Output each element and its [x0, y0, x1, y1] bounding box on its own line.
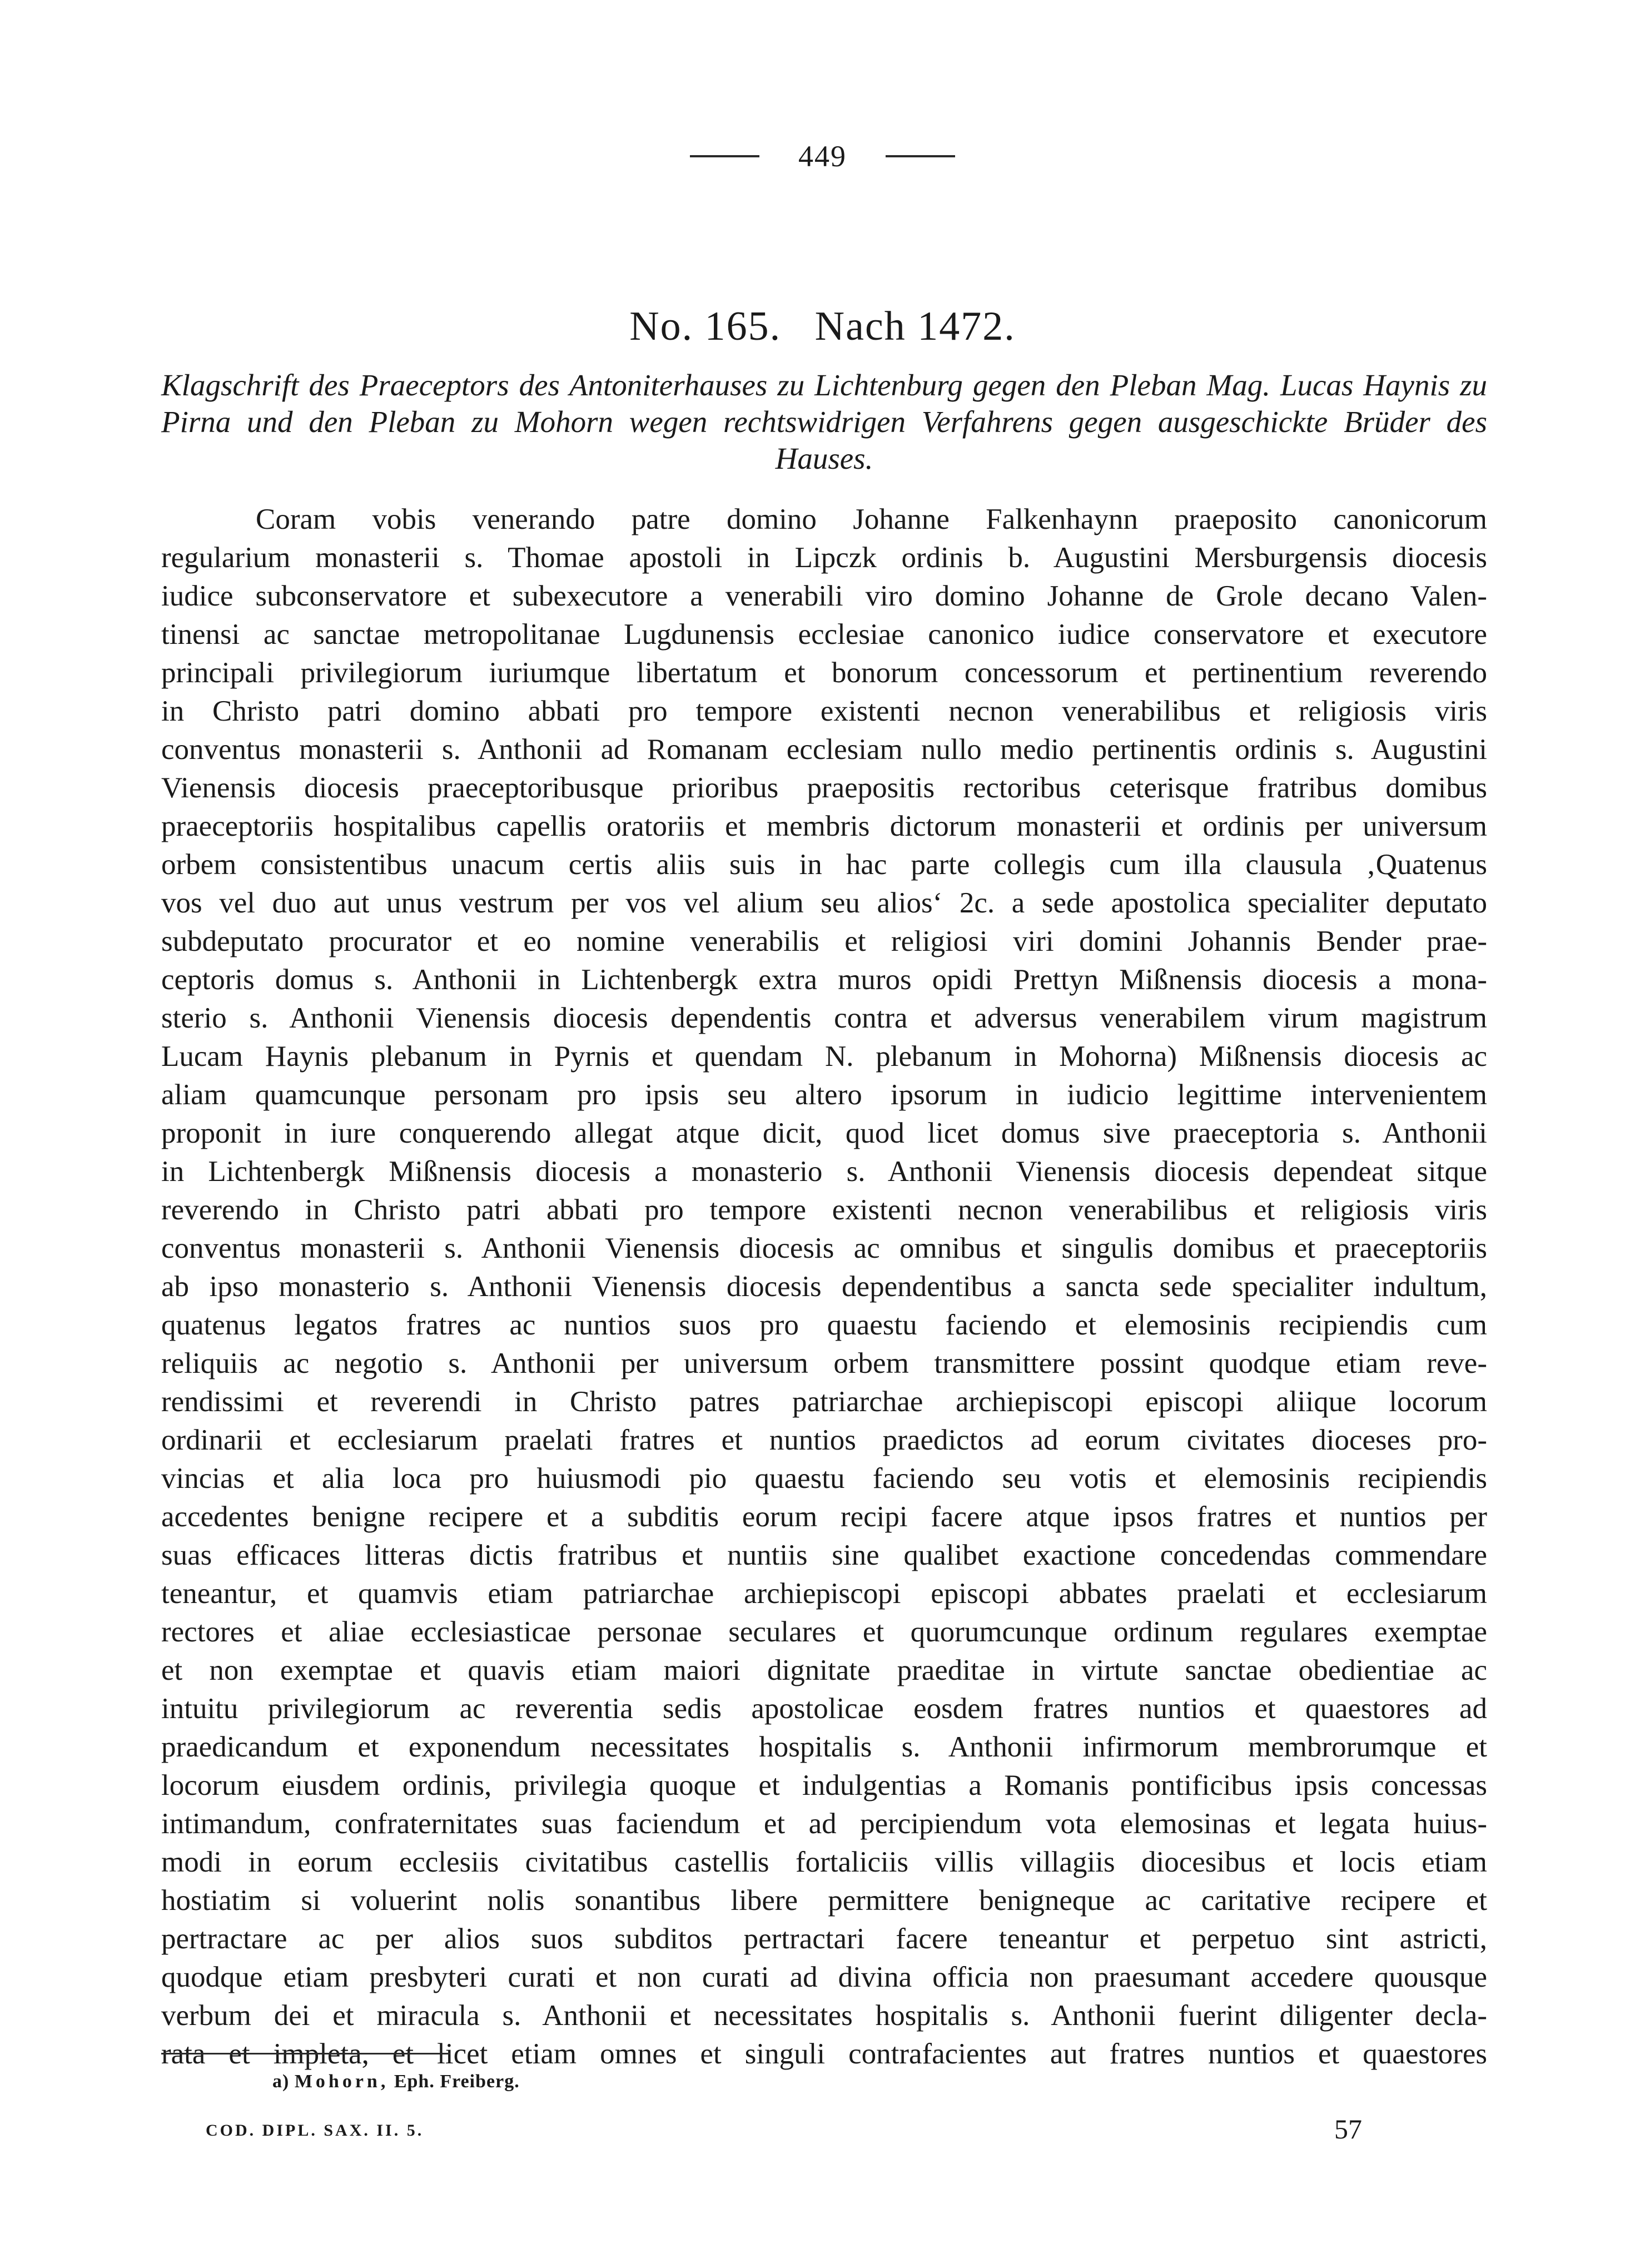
body-line: suas efficaces litteras dictis fratribus et nuntiis sine qualibet exactione concedendas commendare — [161, 1539, 1487, 1571]
body-line: reverendo in Christo patri abbati pro tempore existenti necnon venerabilibus et religiosis viris — [161, 1194, 1487, 1226]
body-line: verbum dei et miracula s. Anthonii et necessitates hospitalis s. Anthonii fuerint diligenter decla- — [161, 1999, 1487, 2032]
page-number: 449 — [798, 140, 847, 173]
body-line: hostiatim si voluerint nolis sonantibus libere permittere benigneque ac caritative recipere et — [161, 1884, 1487, 1917]
body-line: rata et impleta, et licet etiam omnes et singuli contrafacientes aut fratres nuntios et quaestores — [161, 2038, 1487, 2070]
body-line: proponit in iure conquerendo allegat atque dicit, quod licet domus sive praeceptoria s. Anthonii — [161, 1117, 1487, 1149]
document-heading — [0, 303, 1645, 350]
body-line: intuitu privilegiorum ac reverentia sedis apostolicae eosdem fratres nuntios et quaestores ad — [161, 1693, 1487, 1725]
document-date: Nach 1472. — [814, 304, 1016, 349]
body-line: iudice subconservatore et subexecutore a venerabili viro domino Johanne de Grole decano Valen- — [161, 580, 1487, 612]
regest-summary: Klagschrift des Praeceptors des Antoniterhauses zu Lichtenburg gegen den Pleban Mag. Lucas Haynis zu Pirna und den Pleban zu Mohorn wegen rechtswidrigen Verfahrens gegen ausgeschickte Brüder des Hauses. — [161, 368, 1487, 475]
body-line: Coram vobis venerando patre domino Johanne Falkenhaynn praeposito canonicorum — [256, 503, 1487, 535]
printer-signature: COD. DIPL. SAX. II. 5. — [206, 2121, 424, 2140]
body-line: locorum eiusdem ordinis, privilegia quoque et indulgentias a Romanis pontificibus ipsis concessas — [161, 1769, 1487, 1802]
body-line: pertractare ac per alios suos subditos pertractari facere teneantur et perpetuo sint astricti, — [161, 1923, 1487, 1955]
body-line: aliam quamcunque personam pro ipsis seu altero ipsorum in iudicio legittime intervenientem — [161, 1079, 1487, 1111]
body-line: quodque etiam presbyteri curati et non curati ad divina officia non praesumant accedere quousque — [161, 1961, 1487, 1993]
footnote-note: Eph. Freiberg. — [394, 2071, 520, 2092]
page-header — [0, 139, 1645, 173]
body-line: rendissimi et reverendi in Christo patres patriarchae archiepiscopi episcopi aliique locorum — [161, 1386, 1487, 1418]
footnote-rule — [161, 2053, 450, 2054]
footnote-marker: a) — [272, 2071, 290, 2092]
footnote — [272, 2071, 520, 2092]
body-line: vincias et alia loca pro huiusmodi pio quaestu faciendo seu votis et elemosinis recipiendis — [161, 1462, 1487, 1495]
body-line: tinensi ac sanctae metropolitanae Lugdunensis ecclesiae canonico iudice conservatore et executore — [161, 618, 1487, 651]
document-body — [161, 500, 1487, 2073]
sheet-number: 57 — [1334, 2113, 1362, 2145]
body-line: praeceptoriis hospitalibus capellis oratoriis et membris dictorum monasterii et ordinis per universum — [161, 810, 1487, 842]
header-dash-left — [690, 155, 759, 157]
body-line: et non exemptae et quavis etiam maiori dignitate praeditae in virtute sanctae obedientiae ac — [161, 1654, 1487, 1686]
body-line: principali privilegiorum iuriumque libertatum et bonorum concessorum et pertinentium reverendo — [161, 657, 1487, 689]
header-dash-right — [886, 155, 955, 157]
body-line: modi in eorum ecclesiis civitatibus castellis fortaliciis villis villagiis diocesibus et locis etiam — [161, 1846, 1487, 1878]
body-line: in Lichtenbergk Mißnensis diocesis a monasterio s. Anthonii Vienensis diocesis dependeat sitque — [161, 1155, 1487, 1188]
body-line: quatenus legatos fratres ac nuntios suos pro quaestu faciendo et elemosinis recipiendis cum — [161, 1309, 1487, 1341]
body-line: subdeputato procurator et eo nomine venerabilis et religiosi viri domini Johannis Bender prae- — [161, 925, 1487, 957]
body-line: conventus monasterii s. Anthonii ad Romanam ecclesiam nullo medio pertinentis ordinis s. Augustini — [161, 733, 1487, 766]
body-line: regularium monasterii s. Thomae apostoli in Lipczk ordinis b. Augustini Mersburgensis diocesis — [161, 542, 1487, 574]
body-line: intimandum, confraternitates suas faciendum et ad percipiendum vota elemosinas et legata huius- — [161, 1808, 1487, 1840]
body-line: praedicandum et exponendum necessitates hospitalis s. Anthonii infirmorum membrorumque et — [161, 1731, 1487, 1763]
body-line: conventus monasterii s. Anthonii Vienensis diocesis ac omnibus et singulis domibus et praeceptoriis — [161, 1232, 1487, 1264]
body-line: Lucam Haynis plebanum in Pyrnis et quendam N. plebanum in Mohorna) Mißnensis diocesis ac — [161, 1040, 1487, 1073]
body-line: ab ipso monasterio s. Anthonii Vienensis diocesis dependentibus a sancta sede specialiter indultum, — [161, 1271, 1487, 1303]
body-line: Vienensis diocesis praeceptoribusque prioribus praepositis rectoribus ceterisque fratribus domibus — [161, 772, 1487, 804]
body-line: ordinarii et ecclesiarum praelati fratres et nuntios praedictos ad eorum civitates dioceses pro- — [161, 1424, 1487, 1456]
footnote-place: Mohorn, — [294, 2071, 389, 2092]
body-line: accedentes benigne recipere et a subditis eorum recipi facere atque ipsos fratres et nuntios per — [161, 1501, 1487, 1533]
body-line: vos vel duo aut unus vestrum per vos vel alium seu alios‘ 2c. a sede apostolica specialiter deputato — [161, 887, 1487, 919]
body-line: ceptoris domus s. Anthonii in Lichtenbergk extra muros opidi Prettyn Mißnensis diocesis a mona- — [161, 964, 1487, 996]
document-number: No. 165. — [629, 304, 782, 349]
body-line: in Christo patri domino abbati pro tempore existenti necnon venerabilibus et religiosis viris — [161, 695, 1487, 727]
body-line: teneantur, et quamvis etiam patriarchae archiepiscopi episcopi abbates praelati et ecclesiarum — [161, 1577, 1487, 1610]
body-line: sterio s. Anthonii Vienensis diocesis dependentis contra et adversus venerabilem virum magistrum — [161, 1002, 1487, 1034]
body-line: reliquiis ac negotio s. Anthonii per universum orbem transmittere possint quodque etiam reve- — [161, 1347, 1487, 1379]
body-line: rectores et aliae ecclesiasticae personae seculares et quorumcunque ordinum regulares exemptae — [161, 1616, 1487, 1648]
body-line: orbem consistentibus unacum certis aliis suis in hac parte collegis cum illa clausula ‚Quatenus — [161, 848, 1487, 881]
